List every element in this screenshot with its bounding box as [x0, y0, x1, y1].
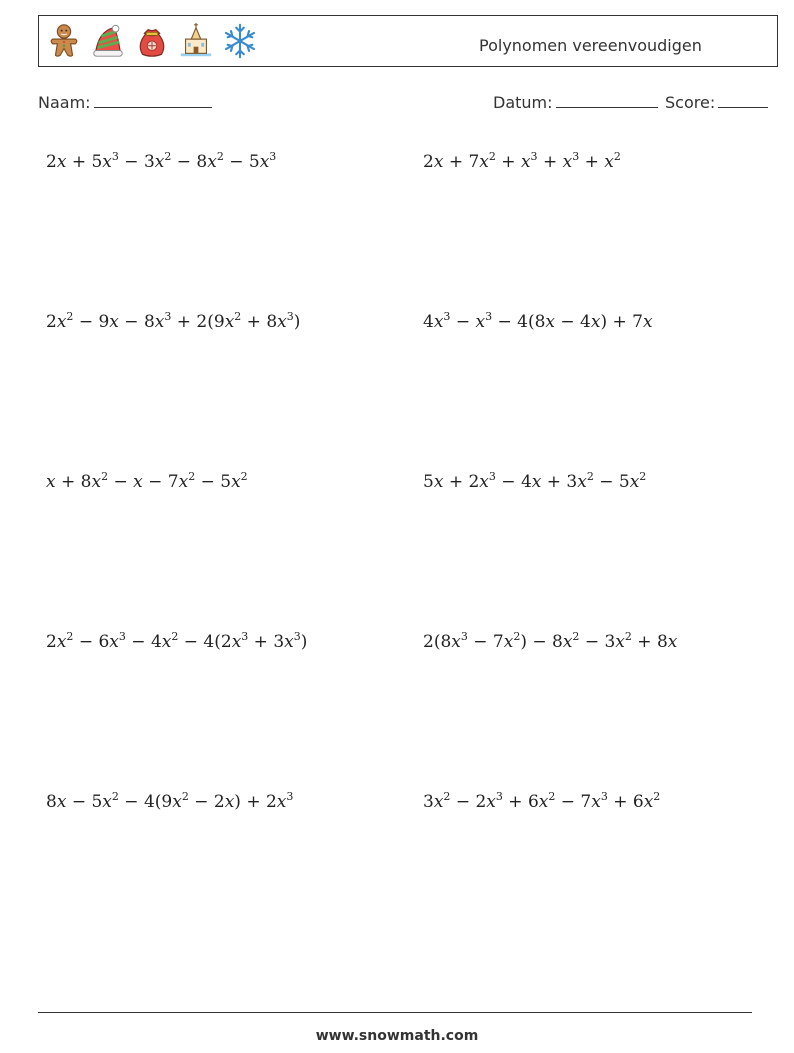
icon-strip [45, 22, 259, 60]
date-blank[interactable] [556, 93, 658, 108]
problem-2: $2x + 7x^2 + x^3 + x^3 + x^2$ [423, 150, 621, 172]
problem-10: $3x^2 - 2x^3 + 6x^2 - 7x^3 + 6x^2$ [423, 790, 661, 812]
name-label: Naam: [38, 93, 91, 112]
score-blank[interactable] [718, 93, 768, 108]
snowflake-icon [221, 22, 259, 60]
problem-6: $5x + 2x^3 - 4x + 3x^2 - 5x^2$ [423, 470, 647, 492]
worksheet-title: Polynomen vereenvoudigen [479, 36, 702, 55]
name-field [38, 93, 212, 112]
score-label: Score: [665, 93, 716, 112]
gingerbread-man-icon [45, 22, 83, 60]
problem-1: $2x + 5x^3 - 3x^2 - 8x^2 - 5x^3$ [46, 150, 277, 172]
footer-divider [38, 1012, 752, 1013]
striped-santa-hat-icon [89, 22, 127, 60]
date-field [493, 93, 658, 112]
problem-4: $4x^3 - x^3 - 4(8x - 4x) + 7x$ [423, 310, 653, 332]
church-icon [177, 22, 215, 60]
footer-website: www.snowmath.com [315, 1028, 479, 1044]
problem-7: $2x^2 - 6x^3 - 4x^2 - 4(2x^3 + 3x^3)$ [46, 630, 308, 652]
gift-sack-icon [133, 22, 171, 60]
problem-8: $2(8x^3 - 7x^2) - 8x^2 - 3x^2 + 8x$ [423, 630, 678, 652]
problem-9: $8x - 5x^2 - 4(9x^2 - 2x) + 2x^3$ [46, 790, 294, 812]
problem-5: $x + 8x^2 - x - 7x^2 - 5x^2$ [46, 470, 248, 492]
problem-3: $2x^2 - 9x - 8x^3 + 2(9x^2 + 8x^3)$ [46, 310, 301, 332]
name-blank[interactable] [94, 93, 212, 108]
date-label: Datum: [493, 93, 553, 112]
header-box [38, 15, 778, 67]
score-field [665, 93, 768, 112]
